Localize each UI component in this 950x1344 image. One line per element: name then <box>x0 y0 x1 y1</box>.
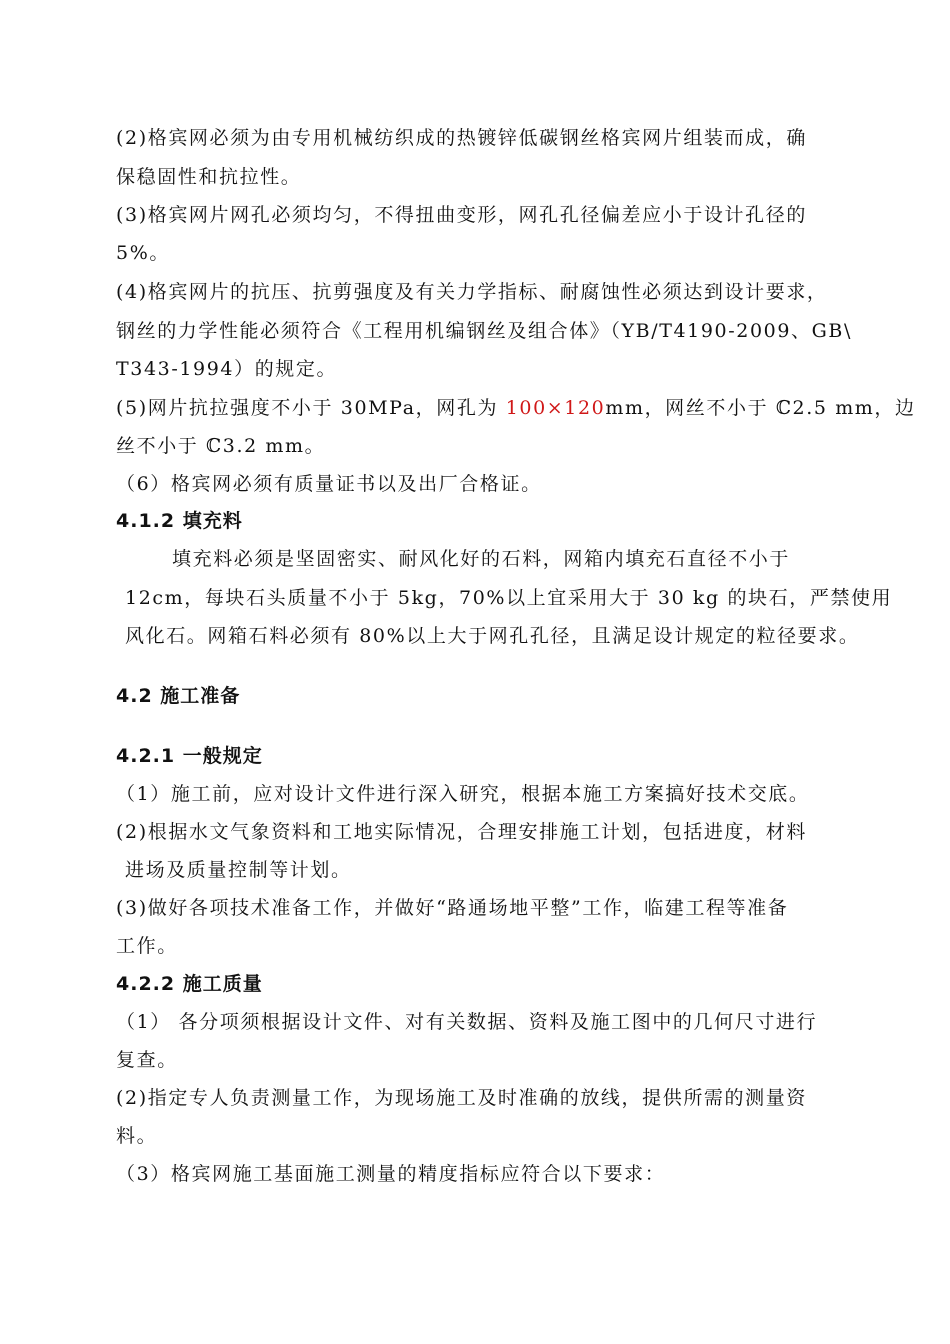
item-4-line-2: 钢丝的力学性能必须符合《工程用机编钢丝及组合体》（YB/T4190-2009、GB\ <box>116 320 852 342</box>
item-4-line-3: T343-1994）的规定。 <box>116 358 338 380</box>
fill-paragraph-line-3: 风化石。网箱石料必须有 80%以上大于网孔孔径，且满足设计规定的粒径要求。 <box>125 625 860 647</box>
general-item-3-line-2: 工作。 <box>116 935 178 957</box>
fill-paragraph-line-1: 填充料必须是坚固密实、耐风化好的石料，网箱内填充石直径不小于 <box>172 548 791 570</box>
heading-4-2-2: 4.2.2 施工质量 <box>116 973 263 995</box>
quality-item-2-line-2: 料。 <box>116 1125 158 1147</box>
item-5-line-1 <box>116 395 916 421</box>
mesh-size-value: 100×120 <box>505 397 606 419</box>
fill-paragraph-line-2: 12cm，每块石头质量不小于 5kg，70%以上宜采用大于 30 kg 的块石，严禁使用 <box>125 587 893 609</box>
general-item-2-line-2: 进场及质量控制等计划。 <box>125 859 352 881</box>
item-5-text-b: mm，网丝不小于 ℂ2.5 mm，边 <box>605 397 916 419</box>
item-2-line-2: 保稳固性和抗拉性。 <box>116 166 302 188</box>
heading-4-1-2: 4.1.2 填充料 <box>116 510 243 532</box>
item-6-line: （6）格宾网必须有质量证书以及出厂合格证。 <box>116 473 542 495</box>
quality-item-3: （3）格宾网施工基面施工测量的精度指标应符合以下要求： <box>116 1163 666 1185</box>
item-2-line-1: (2)格宾网必须为由专用机械纺织成的热镀锌低碳钢丝格宾网片组装而成，确 <box>116 127 807 149</box>
quality-item-2-line-1: (2)指定专人负责测量工作，为现场施工及时准确的放线，提供所需的测量资 <box>116 1087 807 1109</box>
heading-4-2: 4.2 施工准备 <box>116 685 241 707</box>
quality-item-1-line-2: 复查。 <box>116 1049 178 1071</box>
quality-item-1-line-1: （1） 各分项须根据设计文件、对有关数据、资料及施工图中的几何尺寸进行 <box>116 1011 818 1033</box>
item-5-text-a: (5)网片抗拉强度不小于 30MPa，网孔为 <box>116 397 506 419</box>
item-4-line-1: (4)格宾网片的抗压、抗剪强度及有关力学指标、耐腐蚀性必须达到设计要求， <box>116 281 828 303</box>
general-item-3-line-1: (3)做好各项技术准备工作，并做好“路通场地平整”工作，临建工程等准备 <box>116 897 789 919</box>
item-3-line-1: (3)格宾网片网孔必须均匀，不得扭曲变形，网孔孔径偏差应小于设计孔径的 <box>116 204 807 226</box>
general-item-2-line-1: (2)根据水文气象资料和工地实际情况，合理安排施工计划，包括进度，材料 <box>116 821 807 843</box>
heading-4-2-1: 4.2.1 一般规定 <box>116 745 263 767</box>
item-5-line-2: 丝不小于 ℂ3.2 mm。 <box>116 435 326 457</box>
item-3-line-2: 5%。 <box>116 242 170 264</box>
general-item-1: （1）施工前，应对设计文件进行深入研究，根据本施工方案搞好技术交底。 <box>116 783 810 805</box>
